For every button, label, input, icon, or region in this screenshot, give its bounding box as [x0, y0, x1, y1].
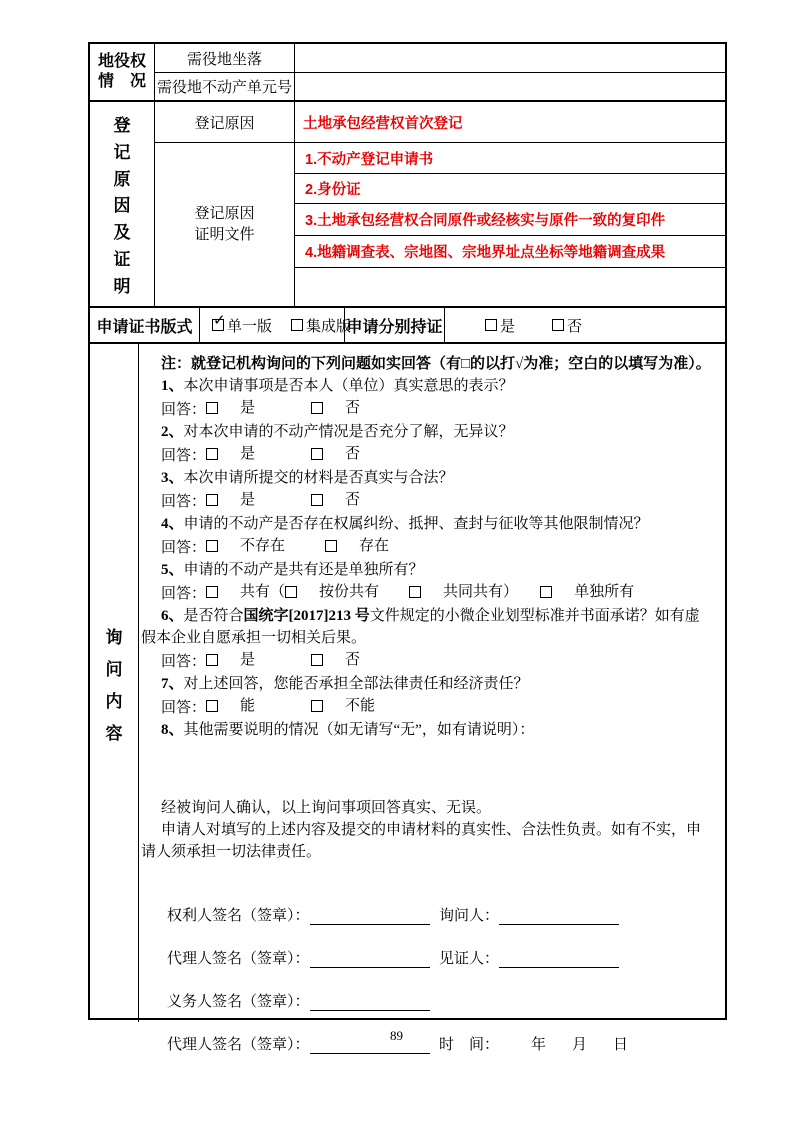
easement-header	[90, 44, 155, 100]
proof-item-1: 1.不动产登记申请书	[305, 151, 434, 168]
confirmation-line-1: 经被询问人确认，以上询问事项回答真实、无误。	[161, 800, 492, 816]
question-text: 是否符合	[183, 608, 244, 624]
option-yes[interactable]	[485, 315, 515, 336]
year-label: 年	[531, 1037, 547, 1053]
agent-signature-label-1: 代理人签名（签章）：	[167, 951, 310, 967]
certificate-format-section	[90, 306, 725, 342]
separate-certificate-label: 申请分别持证	[345, 308, 445, 342]
check-icon: ✓	[213, 311, 226, 329]
answer-6	[141, 649, 713, 673]
checkbox-icon[interactable]	[311, 448, 323, 460]
answer-1	[141, 397, 713, 421]
hdr-char: 明	[113, 276, 131, 296]
answer-option[interactable]: 不能	[311, 695, 375, 717]
answer-option[interactable]: 不存在	[206, 535, 285, 557]
option-integrated-version[interactable]	[291, 315, 351, 336]
agent-signature-line-1[interactable]	[310, 953, 430, 968]
proof-documents-label	[155, 143, 295, 306]
option-no-label: 否	[567, 318, 583, 335]
inquirer-signature-line[interactable]	[499, 910, 619, 925]
checkbox-icon[interactable]	[311, 654, 323, 666]
answer-option[interactable]: 否	[311, 649, 360, 671]
certificate-format-label: 申请证书版式	[90, 308, 200, 342]
answer-4	[141, 535, 713, 559]
right-holder-signature-label: 权利人签名（签章）：	[167, 908, 310, 924]
checkbox-icon[interactable]	[206, 494, 218, 506]
answer-7	[141, 695, 713, 719]
checkbox-icon[interactable]	[325, 540, 337, 552]
witness-signature-line[interactable]	[499, 953, 619, 968]
servient-location-label: 需役地坐落	[155, 44, 295, 72]
row-servient-location	[155, 44, 725, 72]
answer-option[interactable]: 单独所有	[540, 581, 634, 603]
hdr-char: 原	[113, 169, 131, 189]
answer-option[interactable]: 按份共有	[285, 581, 379, 603]
confirmation-block	[141, 797, 713, 863]
page-number: 89	[390, 1028, 403, 1043]
agent-signature-label-2: 代理人签名（签章）：	[167, 1037, 310, 1053]
answer-option[interactable]: 共同共有）	[409, 581, 518, 603]
registration-reason-label: 登记原因	[155, 102, 295, 142]
checkbox-icon[interactable]	[485, 319, 497, 331]
answer-2	[141, 443, 713, 467]
question-7	[141, 673, 713, 695]
proof-label-line1: 登记原因	[194, 205, 255, 222]
option-no[interactable]	[552, 315, 582, 336]
answer-prefix: 回答：	[161, 654, 207, 670]
answer-option[interactable]: 否	[311, 397, 360, 419]
question-3	[141, 467, 713, 489]
checkbox-icon[interactable]	[311, 402, 323, 414]
proof-label-line2: 证明文件	[194, 226, 255, 243]
proof-item-4: 4.地籍调查表、宗地图、宗地界址点坐标等地籍调查成果	[295, 235, 725, 267]
day-label: 日	[613, 1037, 629, 1053]
checkbox-icon[interactable]	[409, 586, 421, 598]
question-number: 6、	[161, 608, 184, 624]
hdr-char: 因	[113, 196, 131, 216]
answer-3	[141, 489, 713, 513]
obligor-signature-label: 义务人签名（签章）：	[167, 994, 310, 1010]
time-label: 时 间：	[439, 1037, 500, 1053]
checkbox-icon[interactable]	[311, 700, 323, 712]
question-text: 对本次申请的不动产情况是否充分了解，无异议？	[183, 424, 514, 440]
question-number: 5、	[161, 562, 184, 578]
row-proof-documents	[155, 142, 725, 306]
registration-section-header	[90, 102, 155, 306]
question-text: 文件规定的小微企业划型标准并书面承诺？如有虚假本企业自愿承担一切相关后果。	[141, 608, 700, 646]
answer-option[interactable]: 是	[206, 489, 255, 511]
servient-unit-number-value[interactable]	[295, 73, 725, 100]
option-integrated-label: 集成版	[306, 318, 352, 335]
question-8	[141, 719, 713, 741]
question-text: 其他需要说明的情况（如无请写“无”，如有请说明）：	[183, 722, 535, 738]
checkbox-icon[interactable]	[291, 319, 303, 331]
question-number: 8、	[161, 722, 184, 738]
signature-row-2	[141, 936, 713, 979]
checkbox-icon[interactable]	[540, 586, 552, 598]
separate-certificate-options	[445, 308, 725, 342]
checkbox-icon[interactable]	[206, 540, 218, 552]
signature-row-3	[141, 979, 713, 1022]
hdr-char: 问	[105, 659, 123, 679]
answer-option[interactable]: 是	[206, 397, 255, 419]
proof-item-2: 2.身份证	[295, 173, 725, 203]
checkbox-icon[interactable]	[206, 700, 218, 712]
question-number: 3、	[161, 470, 184, 486]
confirmation-line-2: 申请人对填写的上述内容及提交的申请材料的真实性、合法性负责。如有不实，申请人须承担一切法律责任。	[141, 822, 702, 860]
question-text: 本次申请事项是否本人（单位）真实意思的表示？	[183, 378, 514, 394]
easement-header-line2: 情 况	[97, 73, 146, 90]
answer-option[interactable]: 能	[206, 695, 255, 717]
checkbox-icon[interactable]	[206, 654, 218, 666]
obligor-signature-line[interactable]	[310, 996, 430, 1011]
checkbox-icon[interactable]	[206, 586, 218, 598]
question-text: 对上述回答，您能否承担全部法律责任和经济责任？	[183, 676, 529, 692]
hdr-char: 登	[113, 116, 131, 135]
checkbox-icon[interactable]	[311, 494, 323, 506]
inquirer-label: 询问人：	[439, 908, 500, 924]
option-yes-label: 是	[500, 318, 516, 335]
witness-label: 见证人：	[439, 951, 500, 967]
answer-prefix: 回答：	[161, 402, 207, 418]
proof-item-3: 3.土地承包经营权合同原件或经核实与原件一致的复印件	[295, 203, 725, 235]
answer-option[interactable]: 是	[206, 649, 255, 671]
answer-prefix: 回答：	[161, 448, 207, 464]
answer-option[interactable]: 是	[206, 443, 255, 465]
registration-reason-value: 土地承包经营权首次登记	[303, 115, 463, 132]
option-single-version[interactable]	[212, 311, 273, 336]
answer-option[interactable]: 存在	[325, 535, 389, 557]
checkbox-icon[interactable]	[206, 448, 218, 460]
row-servient-unit-number	[155, 72, 725, 100]
question-text: 本次申请所提交的材料是否真实与合法？	[183, 470, 454, 486]
question-text-bold: 国统字[2017]213 号	[243, 608, 370, 624]
servient-unit-number-label: 需役地不动产单元号	[155, 73, 295, 100]
inquiry-note: 注：就登记机构询问的下列问题如实回答（有□的以打√为准；空白的以填写为准）。	[161, 356, 711, 372]
checkbox-icon[interactable]	[285, 586, 297, 598]
hdr-char: 内	[105, 691, 123, 711]
question-1	[141, 375, 713, 397]
answer-option[interactable]: 共有（	[206, 581, 285, 603]
option-single-label: 单一版	[227, 318, 273, 335]
question-5	[141, 559, 713, 581]
hdr-char: 证	[113, 250, 131, 270]
answer-prefix: 回答：	[161, 586, 207, 602]
question-number: 1、	[161, 378, 184, 394]
checkbox-checked-icon[interactable]	[212, 311, 226, 331]
proof-item-empty[interactable]	[295, 267, 725, 306]
answer-option[interactable]: 否	[311, 489, 360, 511]
certificate-format-options	[200, 308, 352, 342]
hdr-char: 记	[113, 142, 131, 162]
question-number: 7、	[161, 676, 184, 692]
hdr-char: 询	[105, 627, 123, 647]
checkbox-icon[interactable]	[206, 402, 218, 414]
question-text: 申请的不动产是共有还是单独所有？	[183, 562, 424, 578]
checkbox-icon[interactable]	[552, 319, 564, 331]
answer-prefix: 回答：	[161, 494, 207, 510]
hdr-char: 及	[113, 223, 131, 243]
question-6	[141, 605, 713, 649]
month-label: 月	[572, 1037, 588, 1053]
answer-prefix: 回答：	[161, 700, 207, 716]
servient-location-value[interactable]	[295, 44, 725, 72]
question-number: 4、	[161, 516, 184, 532]
hdr-char: 容	[105, 723, 123, 743]
question-4	[141, 513, 713, 535]
row-registration-reason	[155, 102, 725, 142]
right-holder-signature-line[interactable]	[310, 910, 430, 925]
inquiry-section-header	[90, 344, 139, 1022]
answer-option[interactable]: 否	[311, 443, 360, 465]
easement-header-line1: 地役权	[97, 53, 146, 70]
question-number: 2、	[161, 424, 184, 440]
registration-reason-section	[90, 100, 725, 306]
question-2	[141, 421, 713, 443]
answer-prefix: 回答：	[161, 540, 207, 556]
signature-row-1	[141, 893, 713, 936]
easement-section	[90, 44, 725, 100]
question-text: 申请的不动产是否存在权属纠纷、抵押、查封与征收等其他限制情况？	[183, 516, 649, 532]
answer-5	[141, 581, 713, 605]
